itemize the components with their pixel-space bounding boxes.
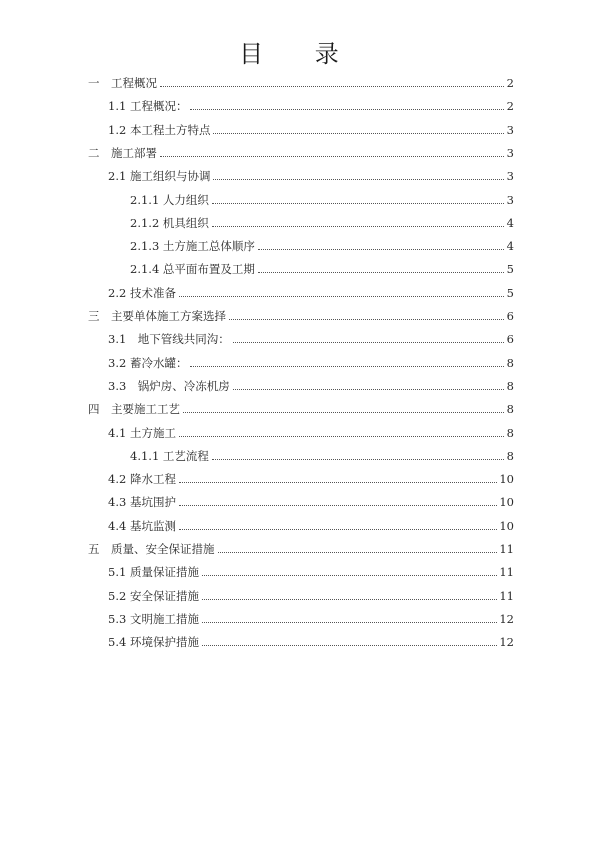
toc-entry-page-number: 6 (506, 332, 514, 347)
toc-entry[interactable] (88, 538, 514, 556)
toc-entry-page-number: 8 (506, 378, 514, 393)
toc-entry-label: 1.2 本工程土方特点 (108, 122, 211, 137)
toc-dot-leader (212, 458, 504, 460)
toc-entry-label: 4.3 基坑围护 (108, 495, 176, 510)
toc-entry-page-number: 4 (506, 239, 514, 254)
toc-entry-page-number: 8 (506, 402, 514, 417)
toc-entry-label: 3.3 锅炉房、冷冻机房 (108, 378, 230, 393)
toc-entry[interactable] (88, 305, 514, 323)
toc-entry-page-number: 11 (499, 588, 514, 603)
toc-dot-leader (233, 388, 504, 390)
toc-entry-label: 4.4 基坑监测 (108, 518, 176, 533)
toc-dot-leader (229, 318, 504, 320)
toc-entry[interactable] (108, 422, 514, 440)
toc-entry-page-number: 3 (506, 145, 514, 160)
toc-entry-page-number: 2 (506, 76, 514, 90)
toc-entry-page-number: 6 (506, 309, 514, 323)
toc-entry[interactable] (108, 352, 514, 370)
toc-entry[interactable] (108, 375, 514, 393)
toc-entry-page-number: 5 (506, 262, 514, 277)
toc-entry-page-number: 5 (506, 285, 514, 300)
toc-entry-label: 2.1.4 总平面布置及工期 (130, 262, 255, 277)
toc-entry[interactable] (88, 72, 514, 90)
toc-entry-label: 4.2 降水工程 (108, 472, 176, 487)
toc-dot-leader (258, 248, 504, 250)
toc-dot-leader (179, 528, 497, 530)
toc-entry-label: 4.1.1 工艺流程 (130, 448, 209, 463)
toc-entry-label: 1.1 工程概况： (108, 99, 188, 114)
toc-entry[interactable] (108, 515, 514, 533)
toc-dot-leader (179, 481, 497, 483)
toc-entry-label: 5.3 文明施工措施 (108, 611, 199, 626)
toc-dot-leader (179, 435, 504, 437)
toc-entry[interactable] (130, 235, 514, 253)
toc-entry-label: 2.1.2 机具组织 (130, 215, 209, 230)
toc-entry-page-number: 11 (499, 542, 514, 556)
toc-entry[interactable] (108, 328, 514, 346)
toc-dot-leader (202, 621, 497, 623)
toc-entry-label: 一 工程概况 (88, 76, 157, 90)
toc-entry-label: 2.2 技术准备 (108, 285, 176, 300)
toc-entry[interactable] (88, 398, 514, 416)
toc-entry-page-number: 8 (506, 448, 514, 463)
toc-entry-page-number: 3 (506, 192, 514, 207)
toc-dot-leader (160, 155, 504, 157)
toc-entry-page-number: 3 (506, 122, 514, 137)
toc-entry[interactable] (130, 258, 514, 276)
toc-dot-leader (190, 365, 504, 367)
toc-entry-page-number: 12 (499, 635, 514, 650)
toc-entry-page-number: 3 (506, 169, 514, 184)
toc-entry[interactable] (108, 165, 514, 183)
toc-entry[interactable] (108, 282, 514, 300)
toc-entry-label: 2.1 施工组织与协调 (108, 169, 211, 184)
toc-dot-leader (213, 178, 504, 180)
toc-entry-label: 5.2 安全保证措施 (108, 588, 199, 603)
toc-entry-page-number: 4 (506, 215, 514, 230)
toc-dot-leader (183, 411, 504, 413)
toc-dot-leader (202, 644, 497, 646)
toc-entry[interactable] (108, 491, 514, 509)
toc-entry[interactable] (108, 119, 514, 137)
toc-entry-label: 3.2 蓄冷水罐： (108, 355, 188, 370)
toc-entry[interactable] (88, 142, 514, 160)
toc-entry[interactable] (108, 95, 514, 113)
toc-dot-leader (213, 132, 504, 134)
toc-entry[interactable] (108, 585, 514, 603)
toc-dot-leader (179, 504, 497, 506)
toc-dot-leader (179, 295, 504, 297)
toc-dot-leader (202, 598, 497, 600)
toc-entry-label: 5.4 环境保护措施 (108, 635, 199, 650)
toc-entry-label: 2.1.1 人力组织 (130, 192, 209, 207)
toc-entry[interactable] (108, 561, 514, 579)
toc-entry-page-number: 8 (506, 425, 514, 440)
toc-entry-page-number: 11 (499, 565, 514, 580)
toc-entry-page-number: 2 (506, 99, 514, 114)
toc-dot-leader (233, 341, 504, 343)
toc-entry-page-number: 10 (499, 495, 514, 510)
toc-entry-page-number: 8 (506, 355, 514, 370)
toc-dot-leader (258, 271, 504, 273)
toc-entry[interactable] (108, 631, 514, 649)
toc-dot-leader (212, 225, 504, 227)
toc-entry-label: 2.1.3 土方施工总体顺序 (130, 239, 255, 254)
toc-entry[interactable] (130, 212, 514, 230)
toc-entry-label: 二 施工部署 (88, 145, 157, 160)
toc-entry-page-number: 10 (499, 472, 514, 487)
toc-entry[interactable] (108, 468, 514, 486)
toc-entry-label: 3.1 地下管线共同沟： (108, 332, 230, 347)
toc-dot-leader (212, 202, 504, 204)
toc-entry[interactable] (130, 445, 514, 463)
toc-dot-leader (218, 551, 498, 553)
toc-entry-label: 四 主要施工工艺 (88, 402, 180, 417)
toc-dot-leader (202, 574, 497, 576)
page-title: 目 录 (239, 40, 361, 68)
toc-dot-leader (160, 85, 504, 87)
toc-entry[interactable] (130, 189, 514, 207)
toc-entry-page-number: 10 (499, 518, 514, 533)
toc-entry-page-number: 12 (499, 611, 514, 626)
toc-entry-label: 5.1 质量保证措施 (108, 565, 199, 580)
toc-entry-label: 五 质量、安全保证措施 (88, 542, 215, 556)
toc-entry-label: 4.1 土方施工 (108, 425, 176, 440)
toc-dot-leader (190, 108, 504, 110)
toc-entry-label: 三 主要单体施工方案选择 (88, 309, 226, 323)
toc-entry[interactable] (108, 608, 514, 626)
